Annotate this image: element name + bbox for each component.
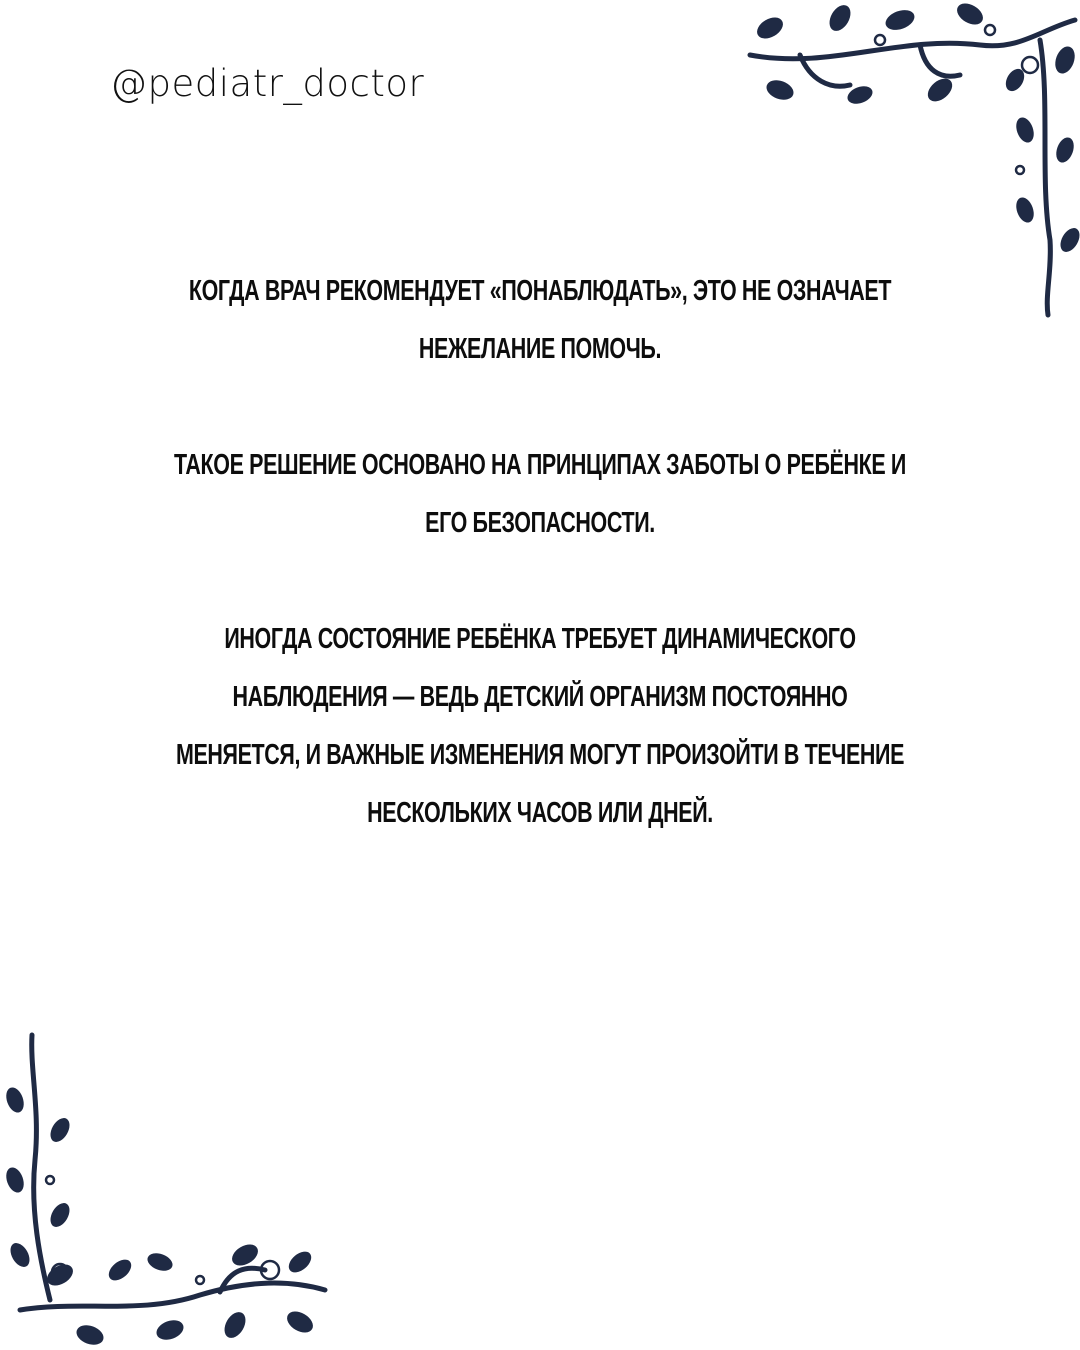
paragraph-2: ТАКОЕ РЕШЕНИЕ ОСНОВАНО НА ПРИНЦИПАХ ЗАБОТЫ О РЕБЁНКЕ И ЕГО БЕЗОПАСНОСТИ. bbox=[174, 449, 906, 539]
main-text bbox=[170, 262, 910, 900]
floral-corner-top-right-icon bbox=[740, 0, 1080, 320]
floral-corner-bottom-left-icon bbox=[0, 1030, 340, 1350]
paragraph-1: КОГДА ВРАЧ РЕКОМЕНДУЕТ «ПОНАБЛЮДАТЬ», ЭТО НЕ ОЗНАЧАЕТ НЕЖЕЛАНИЕ ПОМОЧЬ. bbox=[188, 275, 892, 365]
account-handle: @pediatr_doctor bbox=[110, 62, 425, 105]
paragraph-3: ИНОГДА СОСТОЯНИЕ РЕБЁНКА ТРЕБУЕТ ДИНАМИЧЕСКОГО НАБЛЮДЕНИЯ — ВЕДЬ ДЕТСКИЙ ОРГАНИЗМ ПОСТОЯННО МЕНЯЕТСЯ, И ВАЖНЫЕ ИЗМЕНЕНИЯ МОГУТ ПРОИЗОЙТИ В ТЕЧЕНИЕ НЕСКОЛЬКИХ ЧАСОВ ИЛИ ДНЕЙ. bbox=[175, 623, 905, 829]
